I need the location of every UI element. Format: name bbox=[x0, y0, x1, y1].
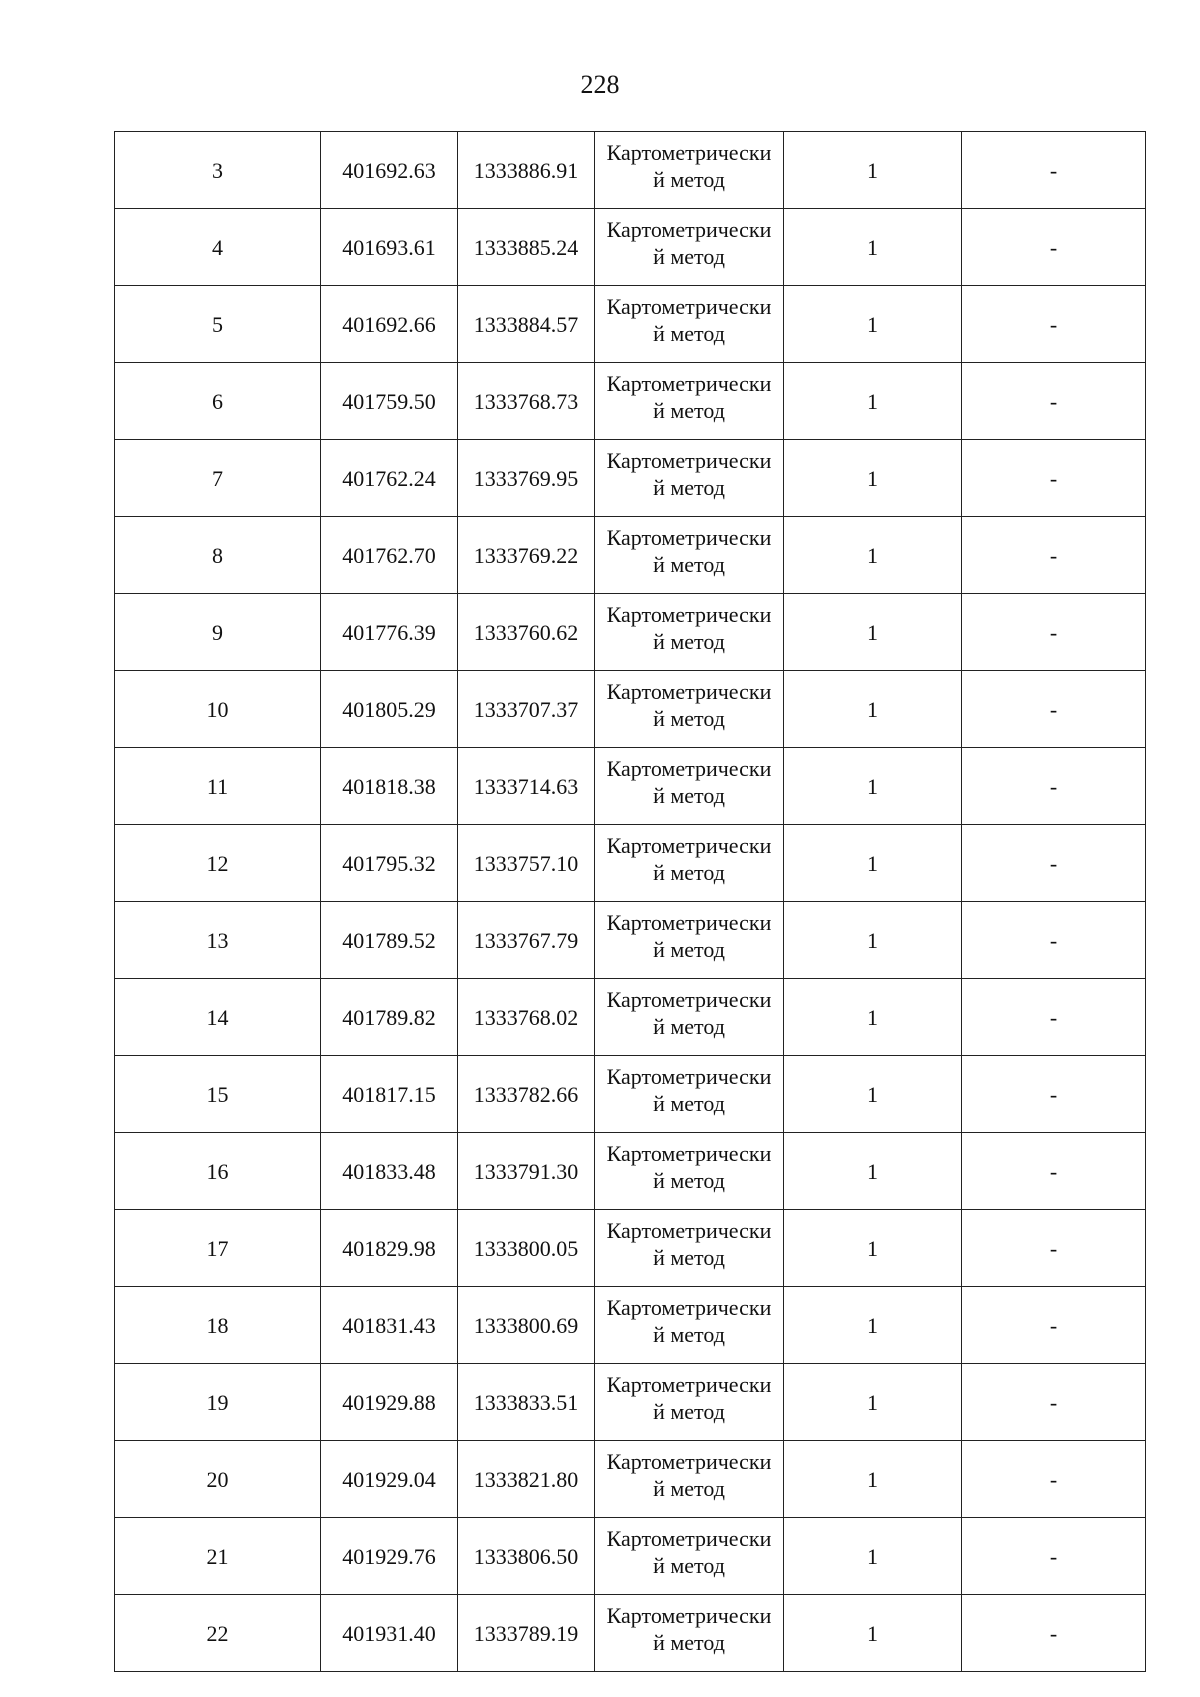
y-coordinate-cell: 1333782.66 bbox=[458, 1056, 595, 1133]
x-coordinate-cell: 401929.04 bbox=[321, 1441, 458, 1518]
y-coordinate-cell: 1333886.91 bbox=[458, 132, 595, 209]
y-coordinate-cell: 1333833.51 bbox=[458, 1364, 595, 1441]
point-number-cell: 3 bbox=[115, 132, 321, 209]
table-row bbox=[115, 440, 1146, 517]
point-number-cell: 8 bbox=[115, 517, 321, 594]
accuracy-cell: 1 bbox=[784, 440, 962, 517]
method-cell: Картометрически й метод bbox=[595, 902, 784, 979]
x-coordinate-cell: 401762.24 bbox=[321, 440, 458, 517]
method-cell: Картометрически й метод bbox=[595, 1518, 784, 1595]
note-cell: - bbox=[962, 440, 1146, 517]
point-number-cell: 10 bbox=[115, 671, 321, 748]
accuracy-cell: 1 bbox=[784, 748, 962, 825]
accuracy-cell: 1 bbox=[784, 902, 962, 979]
table-row bbox=[115, 1441, 1146, 1518]
accuracy-cell: 1 bbox=[784, 1056, 962, 1133]
note-cell: - bbox=[962, 1133, 1146, 1210]
y-coordinate-cell: 1333768.02 bbox=[458, 979, 595, 1056]
method-cell: Картометрически й метод bbox=[595, 1056, 784, 1133]
table-row bbox=[115, 1518, 1146, 1595]
accuracy-cell: 1 bbox=[784, 209, 962, 286]
table-row bbox=[115, 594, 1146, 671]
y-coordinate-cell: 1333760.62 bbox=[458, 594, 595, 671]
method-cell: Картометрически й метод bbox=[595, 748, 784, 825]
note-cell: - bbox=[962, 1518, 1146, 1595]
y-coordinate-cell: 1333714.63 bbox=[458, 748, 595, 825]
point-number-cell: 14 bbox=[115, 979, 321, 1056]
y-coordinate-cell: 1333789.19 bbox=[458, 1595, 595, 1672]
y-coordinate-cell: 1333757.10 bbox=[458, 825, 595, 902]
method-cell: Картометрически й метод bbox=[595, 1595, 784, 1672]
table-row bbox=[115, 517, 1146, 594]
note-cell: - bbox=[962, 1287, 1146, 1364]
point-number-cell: 7 bbox=[115, 440, 321, 517]
x-coordinate-cell: 401692.66 bbox=[321, 286, 458, 363]
table-row bbox=[115, 1287, 1146, 1364]
table-row bbox=[115, 1056, 1146, 1133]
method-cell: Картометрически й метод bbox=[595, 209, 784, 286]
y-coordinate-cell: 1333884.57 bbox=[458, 286, 595, 363]
point-number-cell: 20 bbox=[115, 1441, 321, 1518]
point-number-cell: 4 bbox=[115, 209, 321, 286]
note-cell: - bbox=[962, 1364, 1146, 1441]
note-cell: - bbox=[962, 902, 1146, 979]
table-row bbox=[115, 1133, 1146, 1210]
accuracy-cell: 1 bbox=[784, 1210, 962, 1287]
note-cell: - bbox=[962, 363, 1146, 440]
x-coordinate-cell: 401795.32 bbox=[321, 825, 458, 902]
accuracy-cell: 1 bbox=[784, 671, 962, 748]
y-coordinate-cell: 1333707.37 bbox=[458, 671, 595, 748]
table-row bbox=[115, 286, 1146, 363]
note-cell: - bbox=[962, 594, 1146, 671]
table-row bbox=[115, 979, 1146, 1056]
coordinates-table bbox=[114, 131, 1146, 1672]
point-number-cell: 15 bbox=[115, 1056, 321, 1133]
table-row bbox=[115, 748, 1146, 825]
note-cell: - bbox=[962, 825, 1146, 902]
point-number-cell: 19 bbox=[115, 1364, 321, 1441]
method-cell: Картометрически й метод bbox=[595, 517, 784, 594]
point-number-cell: 17 bbox=[115, 1210, 321, 1287]
x-coordinate-cell: 401929.76 bbox=[321, 1518, 458, 1595]
y-coordinate-cell: 1333791.30 bbox=[458, 1133, 595, 1210]
x-coordinate-cell: 401759.50 bbox=[321, 363, 458, 440]
method-cell: Картометрически й метод bbox=[595, 286, 784, 363]
x-coordinate-cell: 401692.63 bbox=[321, 132, 458, 209]
accuracy-cell: 1 bbox=[784, 132, 962, 209]
point-number-cell: 22 bbox=[115, 1595, 321, 1672]
method-cell: Картометрически й метод bbox=[595, 1287, 784, 1364]
y-coordinate-cell: 1333800.69 bbox=[458, 1287, 595, 1364]
y-coordinate-cell: 1333769.22 bbox=[458, 517, 595, 594]
note-cell: - bbox=[962, 209, 1146, 286]
method-cell: Картометрически й метод bbox=[595, 1133, 784, 1210]
accuracy-cell: 1 bbox=[784, 363, 962, 440]
accuracy-cell: 1 bbox=[784, 1287, 962, 1364]
point-number-cell: 6 bbox=[115, 363, 321, 440]
y-coordinate-cell: 1333800.05 bbox=[458, 1210, 595, 1287]
y-coordinate-cell: 1333769.95 bbox=[458, 440, 595, 517]
x-coordinate-cell: 401931.40 bbox=[321, 1595, 458, 1672]
table-body bbox=[115, 132, 1146, 1672]
note-cell: - bbox=[962, 517, 1146, 594]
table-row bbox=[115, 902, 1146, 979]
table-row bbox=[115, 1210, 1146, 1287]
y-coordinate-cell: 1333806.50 bbox=[458, 1518, 595, 1595]
x-coordinate-cell: 401789.82 bbox=[321, 979, 458, 1056]
y-coordinate-cell: 1333821.80 bbox=[458, 1441, 595, 1518]
x-coordinate-cell: 401805.29 bbox=[321, 671, 458, 748]
point-number-cell: 5 bbox=[115, 286, 321, 363]
table-row bbox=[115, 825, 1146, 902]
x-coordinate-cell: 401776.39 bbox=[321, 594, 458, 671]
method-cell: Картометрически й метод bbox=[595, 440, 784, 517]
point-number-cell: 12 bbox=[115, 825, 321, 902]
method-cell: Картометрически й метод bbox=[595, 594, 784, 671]
point-number-cell: 21 bbox=[115, 1518, 321, 1595]
x-coordinate-cell: 401693.61 bbox=[321, 209, 458, 286]
x-coordinate-cell: 401818.38 bbox=[321, 748, 458, 825]
method-cell: Картометрически й метод bbox=[595, 1364, 784, 1441]
method-cell: Картометрически й метод bbox=[595, 671, 784, 748]
note-cell: - bbox=[962, 1056, 1146, 1133]
accuracy-cell: 1 bbox=[784, 286, 962, 363]
table-row bbox=[115, 671, 1146, 748]
x-coordinate-cell: 401833.48 bbox=[321, 1133, 458, 1210]
note-cell: - bbox=[962, 132, 1146, 209]
table-row bbox=[115, 1595, 1146, 1672]
note-cell: - bbox=[962, 671, 1146, 748]
accuracy-cell: 1 bbox=[784, 1364, 962, 1441]
table-row bbox=[115, 209, 1146, 286]
note-cell: - bbox=[962, 1210, 1146, 1287]
point-number-cell: 18 bbox=[115, 1287, 321, 1364]
point-number-cell: 11 bbox=[115, 748, 321, 825]
y-coordinate-cell: 1333885.24 bbox=[458, 209, 595, 286]
note-cell: - bbox=[962, 286, 1146, 363]
accuracy-cell: 1 bbox=[784, 825, 962, 902]
note-cell: - bbox=[962, 748, 1146, 825]
accuracy-cell: 1 bbox=[784, 1133, 962, 1210]
note-cell: - bbox=[962, 1595, 1146, 1672]
table-row bbox=[115, 132, 1146, 209]
accuracy-cell: 1 bbox=[784, 594, 962, 671]
note-cell: - bbox=[962, 1441, 1146, 1518]
y-coordinate-cell: 1333767.79 bbox=[458, 902, 595, 979]
method-cell: Картометрически й метод bbox=[595, 1210, 784, 1287]
x-coordinate-cell: 401831.43 bbox=[321, 1287, 458, 1364]
point-number-cell: 16 bbox=[115, 1133, 321, 1210]
method-cell: Картометрически й метод bbox=[595, 1441, 784, 1518]
accuracy-cell: 1 bbox=[784, 1595, 962, 1672]
accuracy-cell: 1 bbox=[784, 517, 962, 594]
point-number-cell: 9 bbox=[115, 594, 321, 671]
x-coordinate-cell: 401829.98 bbox=[321, 1210, 458, 1287]
method-cell: Картометрически й метод bbox=[595, 825, 784, 902]
table-row bbox=[115, 363, 1146, 440]
x-coordinate-cell: 401929.88 bbox=[321, 1364, 458, 1441]
x-coordinate-cell: 401789.52 bbox=[321, 902, 458, 979]
x-coordinate-cell: 401762.70 bbox=[321, 517, 458, 594]
accuracy-cell: 1 bbox=[784, 1518, 962, 1595]
accuracy-cell: 1 bbox=[784, 1441, 962, 1518]
table-row bbox=[115, 1364, 1146, 1441]
note-cell: - bbox=[962, 979, 1146, 1056]
method-cell: Картометрически й метод bbox=[595, 979, 784, 1056]
method-cell: Картометрически й метод bbox=[595, 363, 784, 440]
y-coordinate-cell: 1333768.73 bbox=[458, 363, 595, 440]
point-number-cell: 13 bbox=[115, 902, 321, 979]
x-coordinate-cell: 401817.15 bbox=[321, 1056, 458, 1133]
accuracy-cell: 1 bbox=[784, 979, 962, 1056]
method-cell: Картометрически й метод bbox=[595, 132, 784, 209]
page-number: 228 bbox=[580, 70, 620, 99]
